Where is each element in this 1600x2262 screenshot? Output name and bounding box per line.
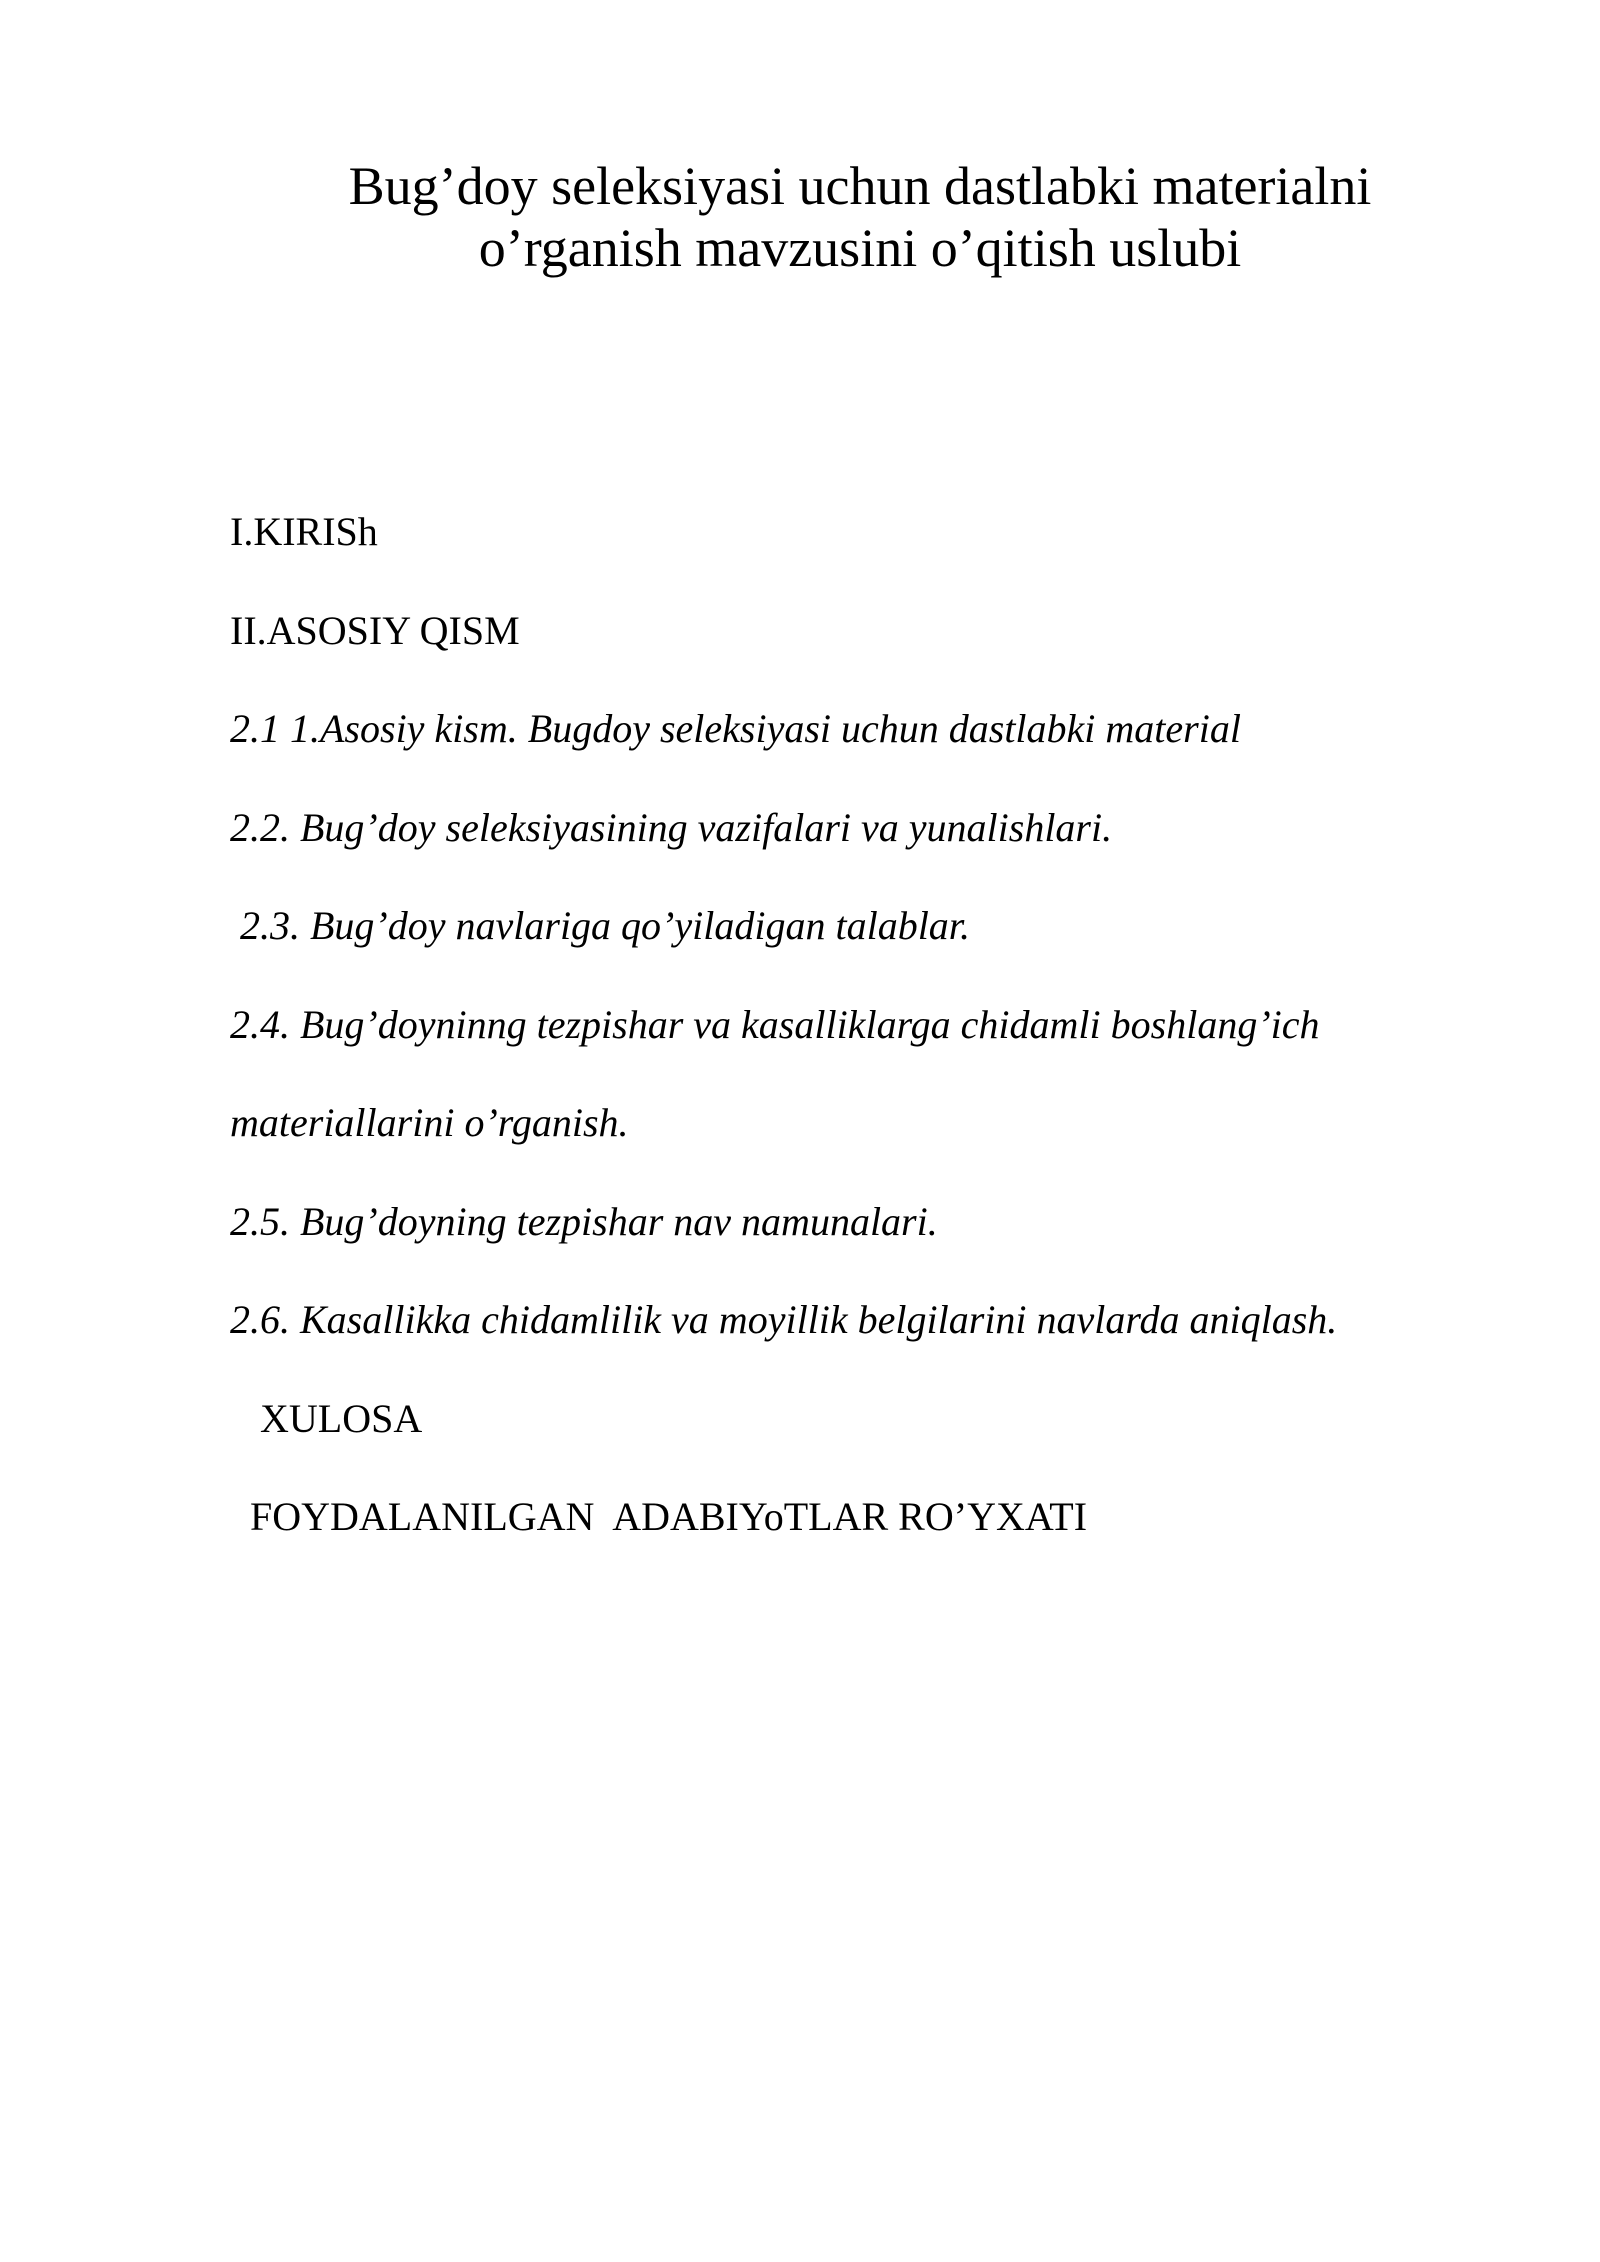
toc-entry-2-6: 2.6. Kasallikka chidamlilik va moyillik belgilarini navlarda aniqlash.	[230, 1297, 1338, 1342]
table-of-contents	[230, 500, 1530, 1584]
toc-entry-2-4-continued: materiallarini o’rganish.	[230, 1100, 629, 1145]
toc-entry-main-part: II.ASOSIY QISM	[230, 607, 520, 653]
toc-entry-2-3: 2.3. Bug’doy navlariga qo’yiladigan talablar.	[230, 903, 970, 948]
toc-entry-references: FOYDALANILGAN ADABIYoTLAR RO’YXATI	[230, 1494, 1088, 1539]
toc-entry-2-4: 2.4. Bug’doyninng tezpishar va kasalliklarga chidamli boshlang’ich	[230, 1001, 1320, 1047]
toc-entry-2-1: 2.1 1.Asosiy kism. Bugdoy seleksiyasi uchun dastlabki material	[230, 706, 1241, 751]
toc-entry-introduction: I.KIRISh	[230, 509, 378, 554]
toc-entry-2-5: 2.5. Bug’doyning tezpishar nav namunalari.	[230, 1198, 938, 1244]
toc-entry-conclusion: XULOSA	[230, 1395, 423, 1441]
title-line-2: o’rganish mavzusini o’qitish uslubi	[478, 218, 1242, 278]
title-line-1: Bug’doy seleksiyasi uchun dastlabki materialni	[348, 156, 1372, 216]
document-title	[260, 155, 1460, 279]
toc-entry-2-2: 2.2. Bug’doy seleksiyasining vazifalari va yunalishlari.	[230, 804, 1113, 850]
